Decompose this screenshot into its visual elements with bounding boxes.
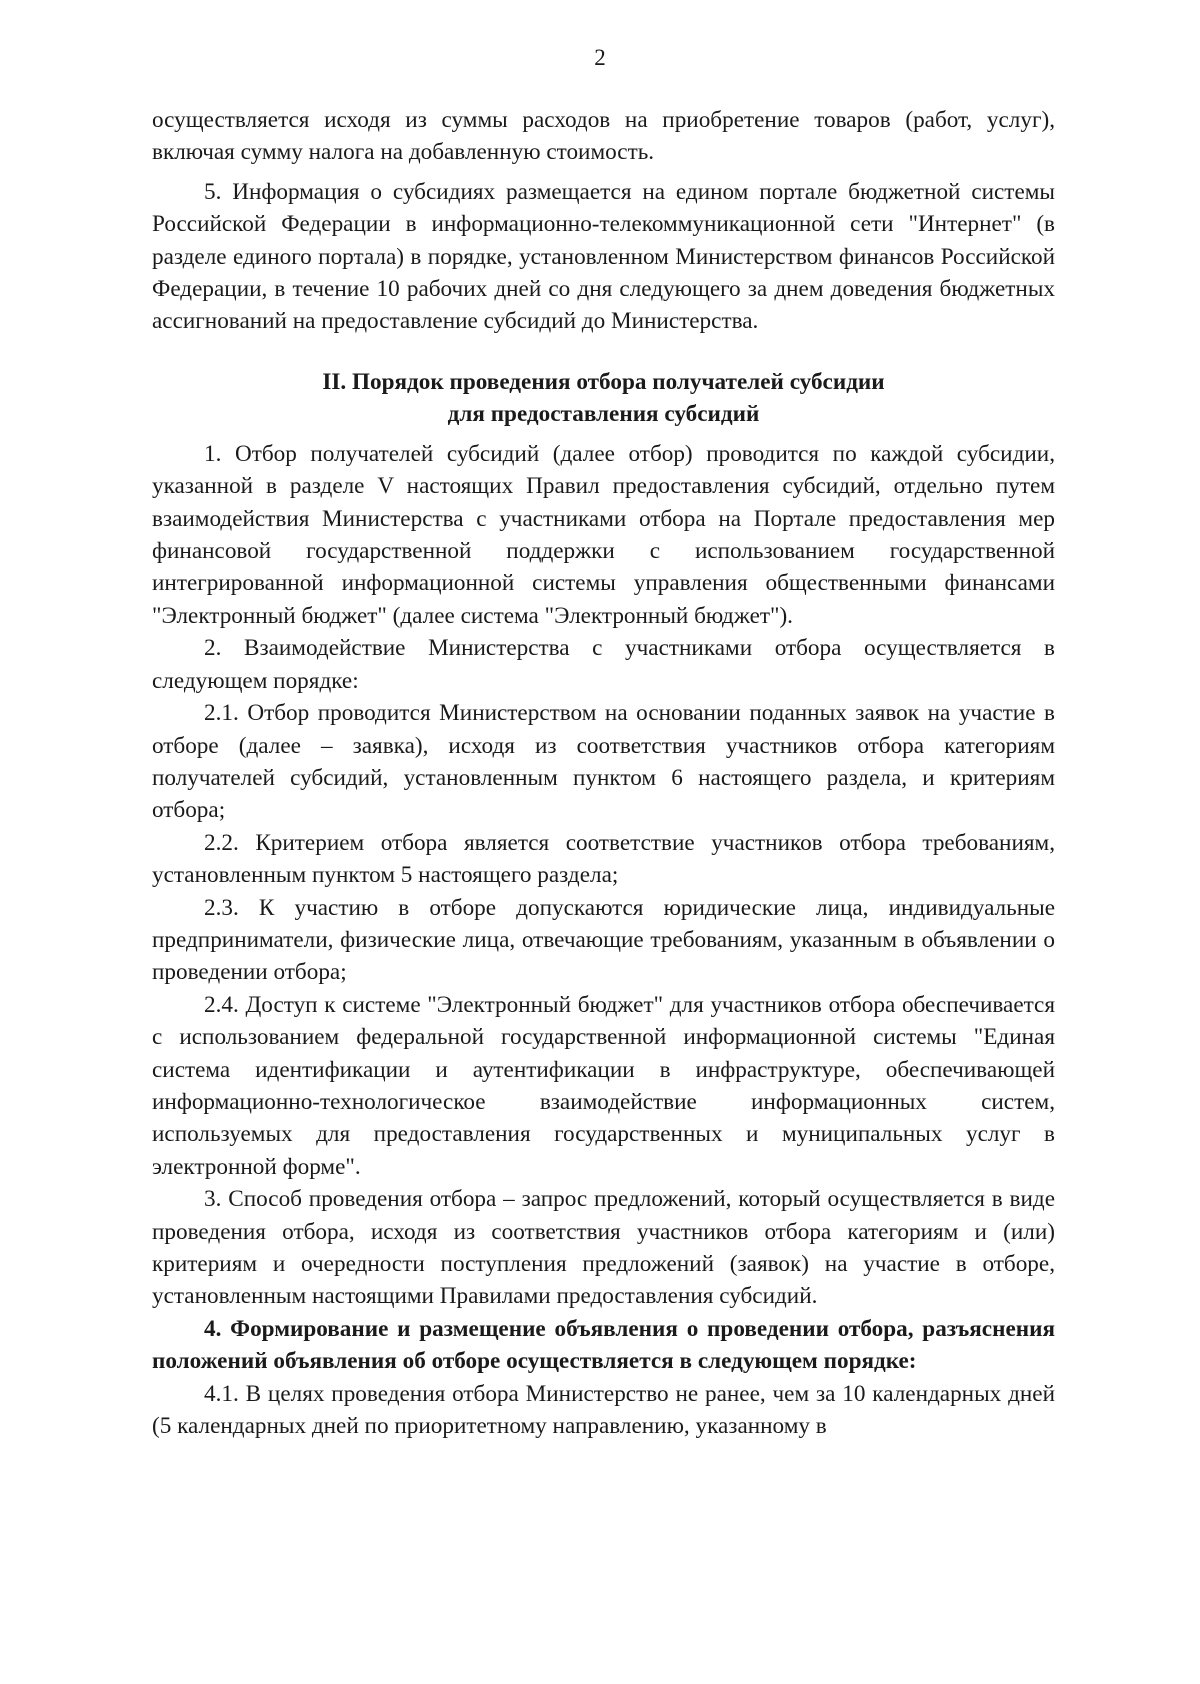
page-number: 2 bbox=[594, 45, 606, 70]
paragraph-2-4-1: 4.1. В целях проведения отбора Министерство не ранее, чем за 10 календарных дней (5 календарных дней по приоритетному направлению, указанному в bbox=[152, 1380, 1055, 1440]
section-heading-line-2: для предоставления субсидий bbox=[447, 400, 760, 427]
paragraph-2-2-2: 2.2. Критерием отбора является соответствие участников отбора требованиям, установленным пунктом 5 настоящего раздела; bbox=[152, 829, 1055, 889]
paragraph-2-3: 3. Способ проведения отбора – запрос предложений, который осуществляется в виде проведения отбора, исходя из соответствия участников отбора категориям и (или) критериям и очередности поступления предложений (заявок) на участие в отборе, установленным настоящими Правилами предоставления субсидий. bbox=[152, 1186, 1055, 1310]
section-heading-line-1: II. Порядок проведения отбора получателей субсидии bbox=[322, 368, 885, 395]
paragraph-intro: осуществляется исходя из суммы расходов на приобретение товаров (работ, услуг), включая сумму налога на добавленную стоимость. bbox=[152, 107, 1055, 166]
paragraph-2-2: 2. Взаимодействие Министерства с участниками отбора осуществляется в следующем порядке: bbox=[152, 635, 1055, 694]
paragraph-2-2-3: 2.3. К участию в отборе допускаются юридические лица, индивидуальные предприниматели, физические лица, отвечающие требованиям, указанным в объявлении о проведении отбора; bbox=[152, 894, 1055, 986]
paragraph-2-2-4: 2.4. Доступ к системе "Электронный бюджет" для участников отбора обеспечивается с использованием федеральной государственной информационной системы "Единая система идентификации и аутентификации в инфраструктуре, обеспечивающей информационно-технологическое взаимодействие информационных систем, используемых для предоставления государственных и муниципальных услуг в электронной форме". bbox=[152, 991, 1055, 1180]
paragraph-2-1: 1. Отбор получателей субсидий (далее отбор) проводится по каждой субсидии, указанной в разделе V настоящих Правил предоставления субсидий, отдельно путем взаимодействия Министерства с участниками отбора на Портале предоставления мер финансовой государственной поддержки с использованием государственной интегрированной информационной системы управления общественными финансами "Электронный бюджет" (далее система "Электронный бюджет"). bbox=[152, 440, 1055, 629]
document-body bbox=[152, 104, 1055, 1442]
paragraph-2-2-1: 2.1. Отбор проводится Министерством на основании поданных заявок на участие в отборе (далее – заявка), исходя из соответствия участников отбора категориям получателей субсидий, установленным пунктом 6 настоящего раздела, и критериям отбора; bbox=[152, 700, 1055, 824]
section-heading bbox=[152, 366, 1055, 430]
paragraph-2-4: 4. Формирование и размещение объявления о проведении отбора, разъяснения положений объявления об отборе осуществляется в следующем порядке: bbox=[152, 1315, 1055, 1375]
paragraph-5: 5. Информация о субсидиях размещается на едином портале бюджетной системы Российской Федерации в информационно-телекоммуникационной сети "Интернет" (в разделе единого портала) в порядке, установленном Министерством финансов Российской Федерации, в течение 10 рабочих дней со дня следующего за днем доведения бюджетных ассигнований на предоставление субсидий до Министерства. bbox=[152, 178, 1055, 335]
